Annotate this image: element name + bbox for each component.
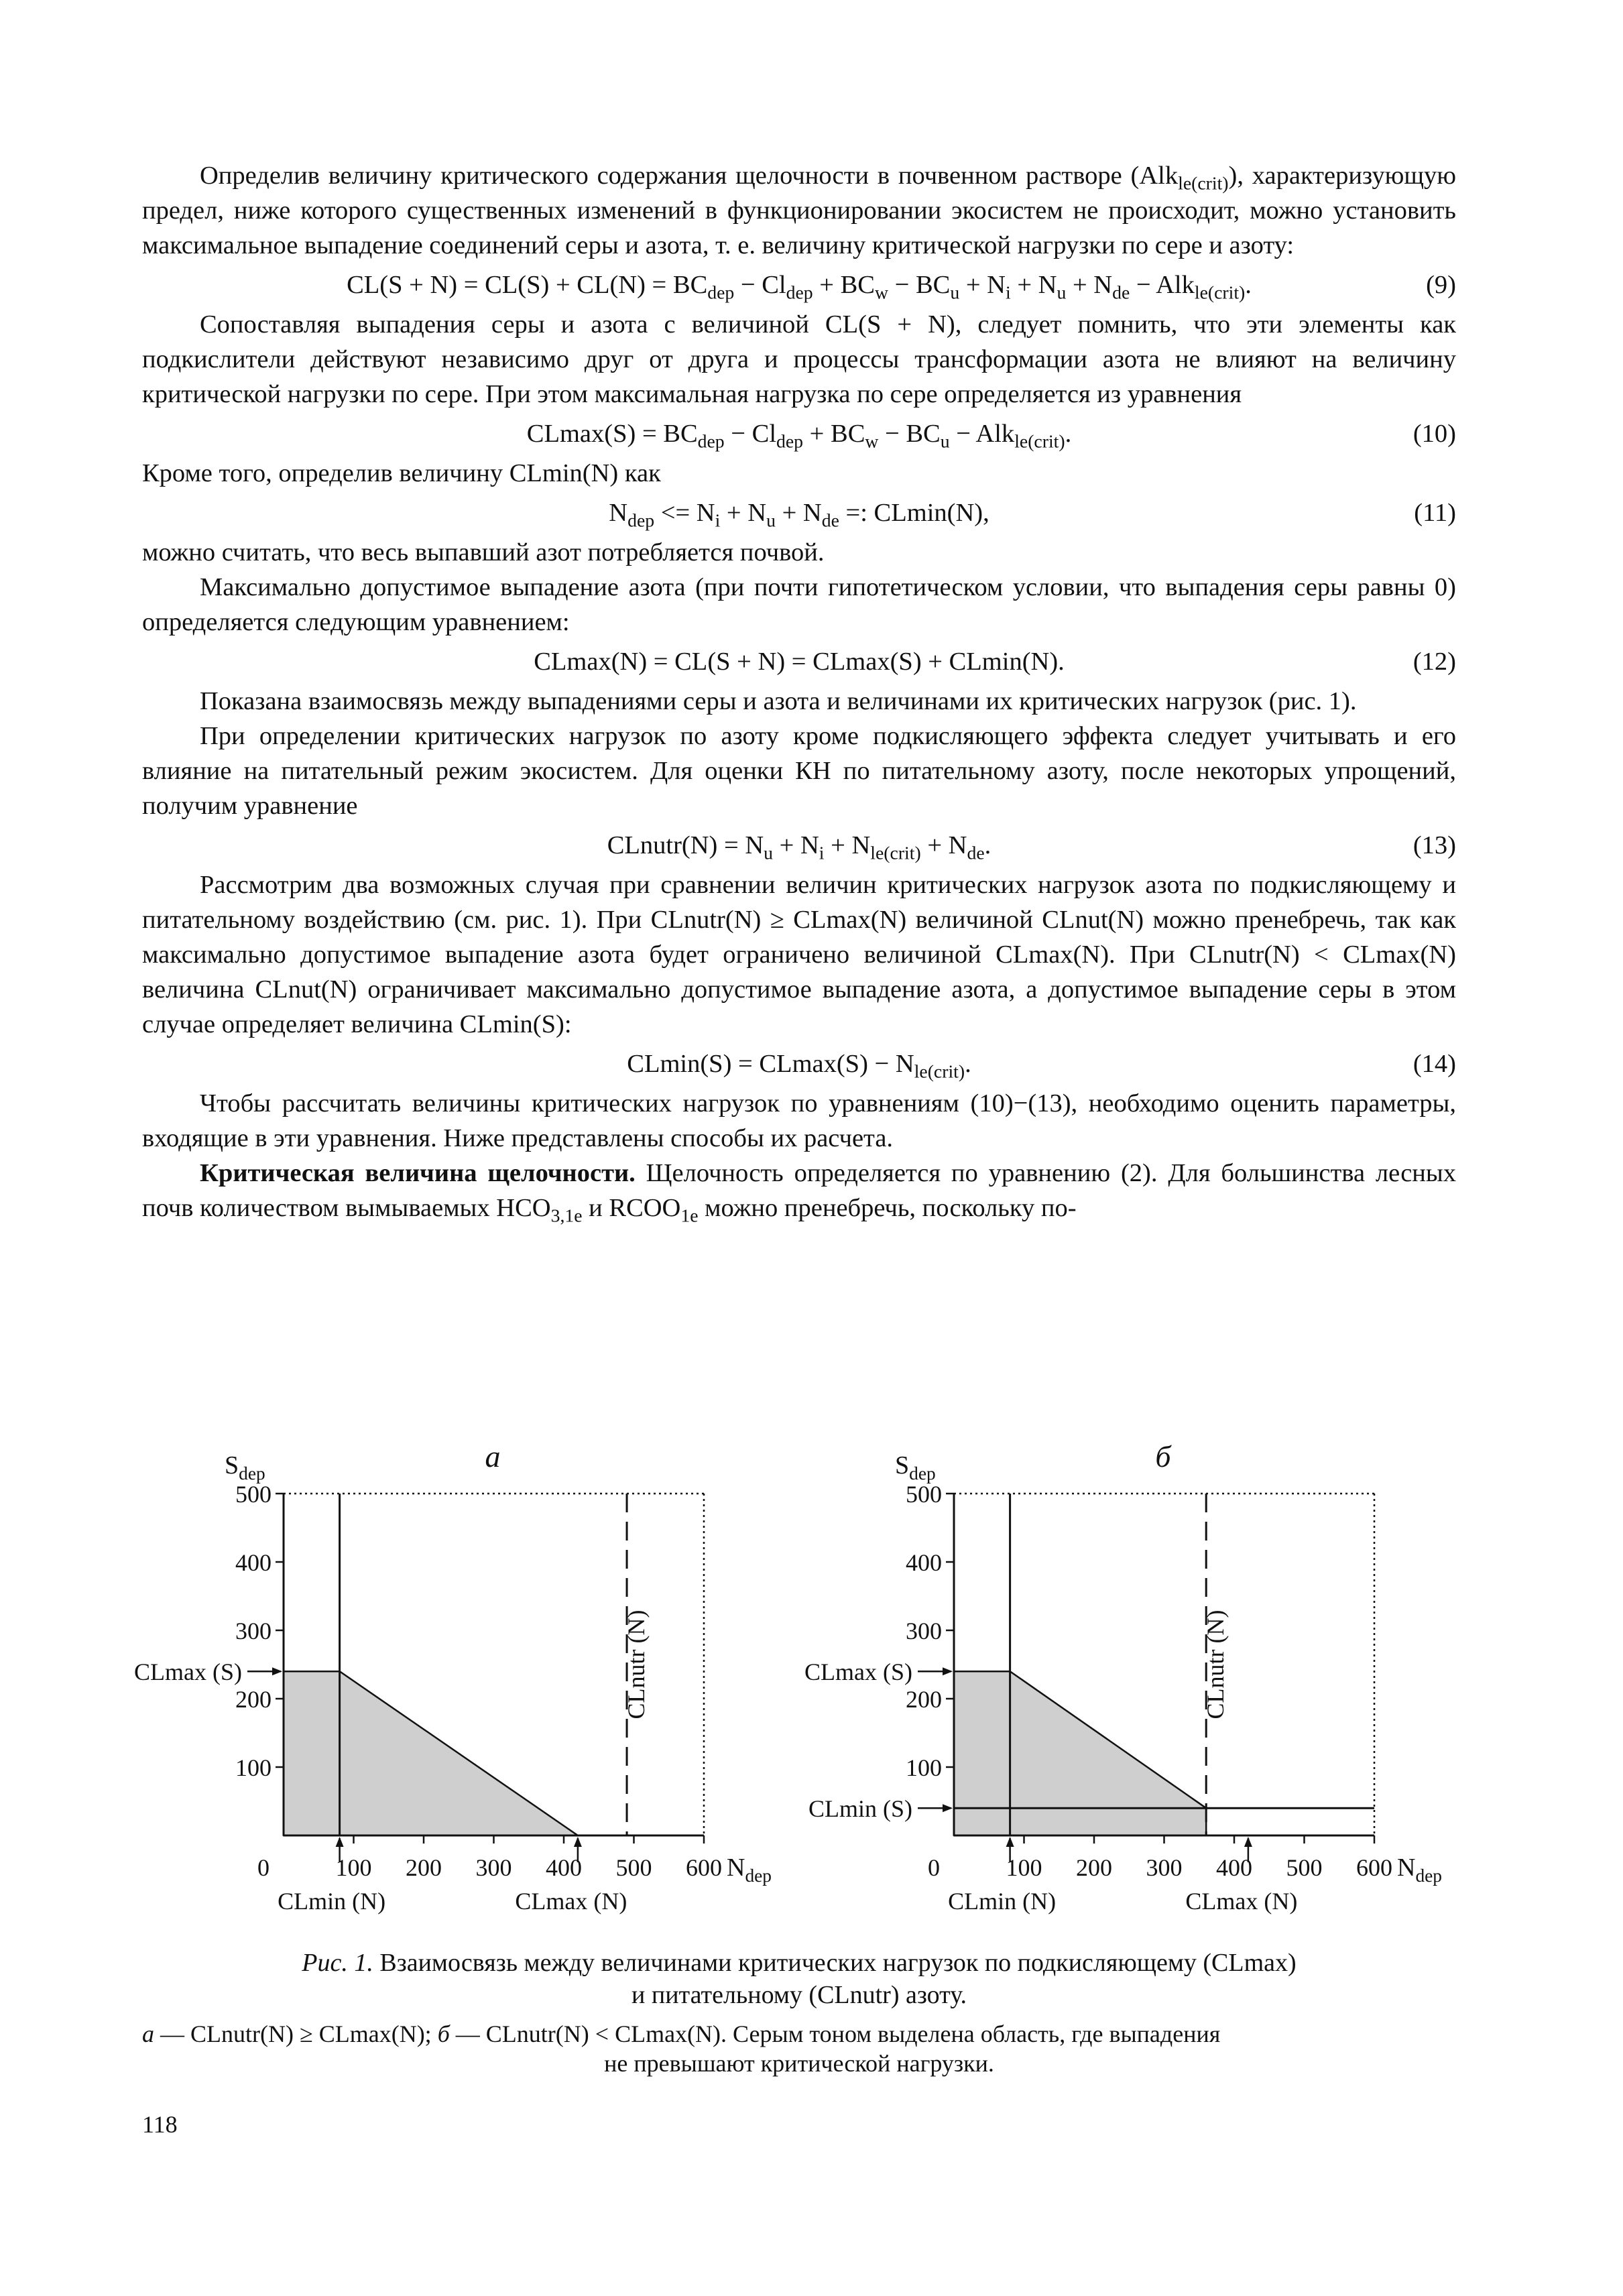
y-tick-label: 400 [906,1549,942,1576]
allowed-region [284,1671,578,1835]
clmin-n-arrowhead [336,1837,344,1847]
y-tick-label: 300 [235,1618,272,1644]
equation-14: $CLmin(S) = CLmax(S) - N_{le(crit)}$. (14) [142,1043,1456,1085]
clmin-n-arrowhead [1006,1837,1014,1847]
x-tick-label: 0 [257,1854,269,1881]
clmax-n-label: CLmax (N) [1185,1888,1298,1915]
equation-10: $CLmax(S) = BC_{dep} - Cl_{dep} + BC_w - BC_u - Alk_{le(crit)}$. (10) [142,413,1456,455]
x-tick-label: 200 [406,1854,442,1881]
x-axis-label: $N_{dep}$ [1397,1854,1442,1886]
clnutr-label: CLnutr (N) [623,1610,650,1719]
paragraph-5: Максимально допустимое выпадение азота (при почти гипотетическом условии, что выпадения серы равны 0) определяется следующим уравнением: [142,573,1456,636]
x-tick-label: 300 [475,1854,512,1881]
equation-number: (13) [1412,831,1456,859]
y-tick-label: 300 [906,1618,942,1644]
paragraph-4: можно считать, что весь выпавший азот потребляется почвой. [142,538,825,566]
x-tick-label: 600 [686,1854,722,1881]
paragraph-2: Сопоставляя выпадения серы и азота с величиной CL(S + N), следует помнить, что эти элементы как подкислители действуют независимо друг от друга и процессы трансформации азота не влияют на величину критической нагрузки по сере. При этом максимальная нагрузка по сере определяется из уравнения [142,310,1456,408]
clmin-s-arrowhead [943,1804,953,1812]
equation-number: (10) [1412,420,1456,448]
x-tick-label: 200 [1076,1854,1112,1881]
clmin-n-label: CLmin (N) [948,1888,1057,1915]
y-tick-label: 500 [906,1481,942,1508]
x-axis-label: $N_{dep}$ [727,1854,772,1886]
x-tick-label: 300 [1146,1854,1183,1881]
page-number: 118 [142,2111,178,2138]
equation-number: (14) [1412,1050,1456,1078]
caption-prefix: Рис. 1. [302,1949,373,1977]
section-heading: Критическая величина щелочности. [200,1159,636,1187]
clmax-s-label: CLmax (S) [804,1658,912,1686]
x-tick-label: 500 [1286,1854,1323,1881]
y-tick-label: 200 [906,1686,942,1713]
paragraph-6: Показана взаимосвязь между выпадениями серы и азота и величинами их критических нагрузок (рис. 1). [200,687,1357,715]
body-text [142,158,1456,1225]
panel-label: б [1155,1439,1171,1473]
y-axis-label: $S_{dep}$ [225,1451,265,1484]
clmax-s-label: CLmax (S) [134,1658,242,1686]
x-tick-label: 100 [335,1854,372,1881]
y-tick-label: 400 [235,1549,272,1576]
equation-11: $N_{dep} <= N_i + N_u + N_{de}$ =: CLmin(N), (11) [142,492,1456,534]
paragraph-1: Определив величину критического содержания щелочности в почвенном растворе (Alk$_{le(crit)}$), характеризующую предел, ниже которого существенных изменений в функционировании экосистем не происходит, можно установить максимальное выпадение соединений серы и азота, т. е. величину критической нагрузки по сере и азоту: [142,162,1457,259]
clmax-n-label: CLmax (N) [515,1888,627,1915]
figure-legend: а — CLnutr(N) ≥ CLmax(N); б — CLnutr(N) < CLmax(N). Серым тоном выделена область, где выпадения не превышают критической нагрузки. [142,2020,1221,2077]
chart-panel-b [801,1413,1471,1949]
figure-1 [131,1413,1471,1949]
equation-number: (12) [1412,648,1456,676]
y-axis-label: $S_{dep}$ [895,1451,936,1484]
clmax-s-arrowhead [272,1667,282,1675]
y-tick-label: 100 [235,1754,272,1781]
x-tick-label: 100 [1006,1854,1042,1881]
clmax-s-arrowhead [943,1667,953,1675]
panel-label: а [485,1439,501,1473]
equation-9: $CL(S + N) = CL(S) + CL(N) = BC_{dep} - Cl_{dep} + BC_w - BC_u + N_i + N_u + N_{de} - Alk_{le(crit)}$. (9) [142,264,1456,306]
figure-caption: Рис. 1. Взаимосвязь между величинами критических нагрузок по подкисляющему (CLmax) и питательному (CLnutr) азоту. [302,1949,1297,2009]
paragraph-3: Кроме того, определив величину CLmin(N) как [142,459,661,487]
equation-number: (11) [1414,499,1456,527]
clnutr-label: CLnutr (N) [1202,1610,1229,1719]
paragraph-10: Критическая величина щелочности. Щелочность определяется по уравнению (2). Для большинства лесных почв количеством вымываемых $HCO_{3,1e}$ и $RCOO_{1e}$ можно пренебречь, поскольку по- [142,1159,1456,1226]
equation-number: (9) [1426,271,1456,299]
paragraph-9: Чтобы рассчитать величины критических нагрузок по уравнениям (10)−(13), необходимо оценить параметры, входящие в эти уравнения. Ниже представлены способы их расчета. [142,1089,1456,1152]
y-tick-label: 100 [906,1754,942,1781]
chart-panel-a [131,1413,801,1949]
paragraph-8: Рассмотрим два возможных случая при сравнении величин критических нагрузок азота по подкисляющему и питательному воздействию (см. рис. 1). При CLnutr(N) ≥ CLmax(N) величиной CLnut(N) можно пренебречь, так как максимально допустимое выпадение азота будет ограничено величиной CLmax(N). При CLnutr(N) < CLmax(N) величина CLnut(N) ограничивает максимально допустимое выпадение азота, а допустимое выпадение серы в этом случае определяет величина CLmin(S): [142,871,1456,1038]
y-tick-label: 200 [235,1686,272,1713]
clmin-n-label: CLmin (N) [278,1888,386,1915]
x-tick-label: 600 [1356,1854,1392,1881]
clmin-s-label: CLmin (S) [808,1795,912,1823]
x-tick-label: 0 [928,1854,940,1881]
equation-13: CLnutr(N) = $N_u + N_i + N_{le(crit)} + N_{de}$. (13) [142,825,1456,866]
allowed-region [954,1671,1206,1835]
equation-12: CLmax(N) = CL(S + N) = CLmax(S) + CLmin(N). (12) [142,641,1456,682]
clmax-n-arrowhead [1244,1837,1252,1847]
clmax-n-arrowhead [574,1837,582,1847]
x-tick-label: 400 [1216,1854,1252,1881]
paragraph-7: При определении критических нагрузок по азоту кроме подкисляющего эффекта следует учитывать и его влияние на питательный режим экосистем. Для оценки КН по питательному азоту, после некоторых упрощений, получим уравнение [142,722,1456,820]
y-tick-label: 500 [235,1481,272,1508]
x-tick-label: 500 [615,1854,652,1881]
x-tick-label: 400 [546,1854,582,1881]
